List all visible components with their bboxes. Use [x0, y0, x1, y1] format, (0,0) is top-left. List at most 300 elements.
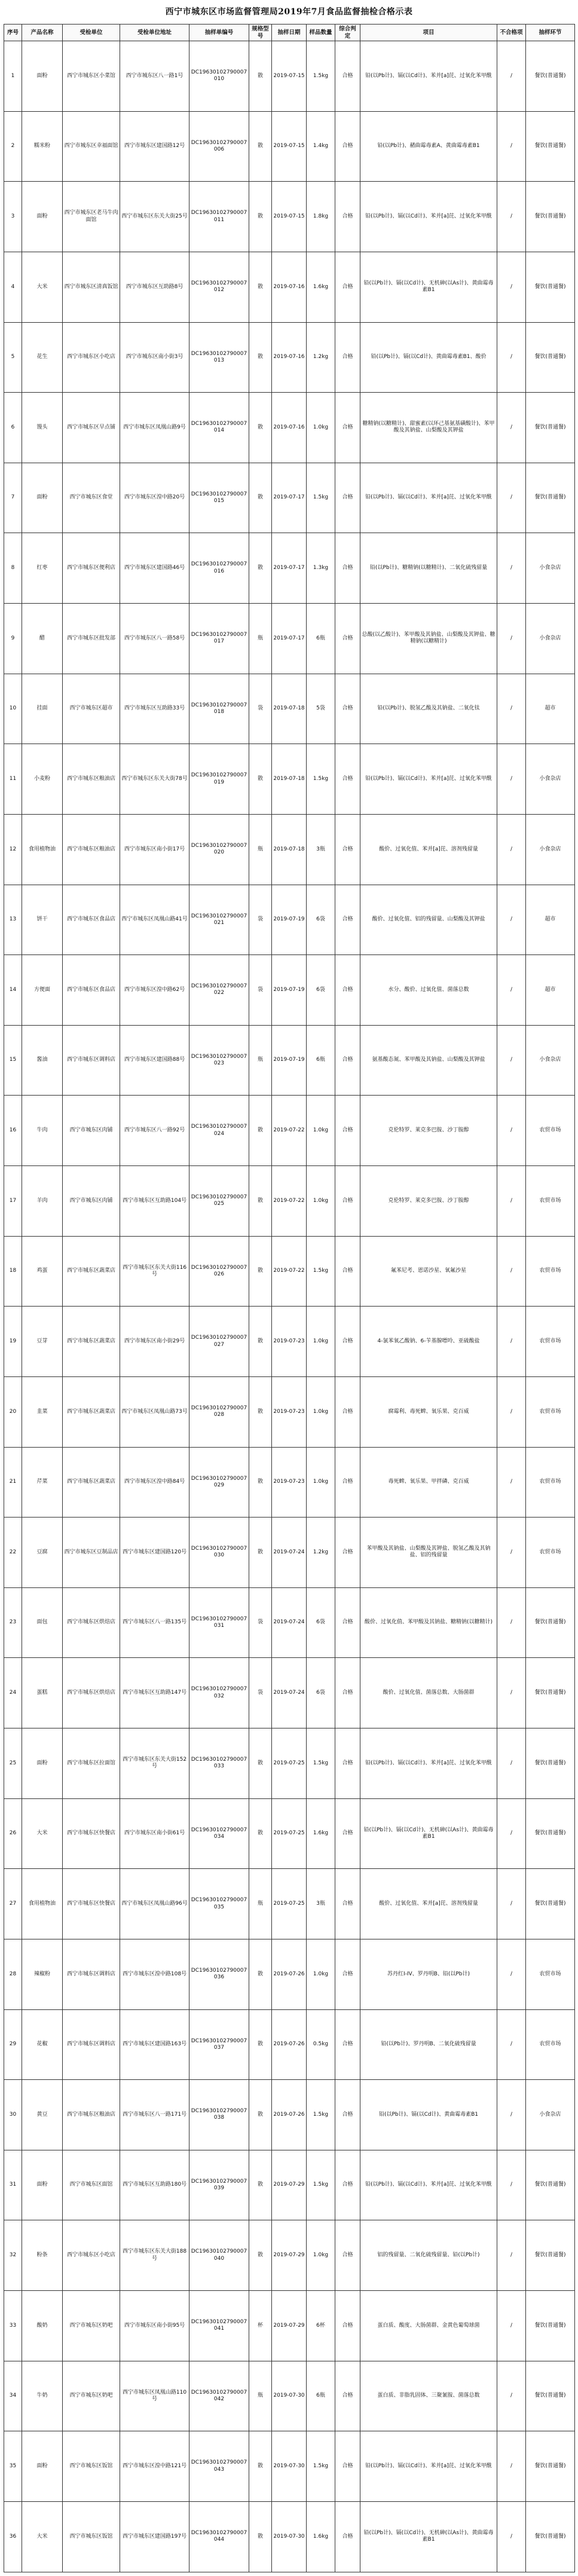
cell-date: 2019-07-24	[272, 1658, 307, 1728]
cell-items: 铅(以Pb计)、镉(以Cd计)、无机砷(以As计)、黄曲霉毒素B1	[360, 1798, 497, 1869]
cell-product: 挂面	[22, 674, 63, 744]
cell-address: 西宁市城东区八一路1号	[120, 41, 189, 112]
cell-address: 西宁市城东区八一路135号	[120, 1587, 189, 1658]
cell-items: 铅(以Pb计)、糖精钠(以糖精计)、二氧化硫残留量	[360, 533, 497, 604]
cell-spec: 散	[249, 393, 272, 463]
cell-address: 西宁市城东区八一路92号	[120, 1096, 189, 1166]
table-row	[4, 2220, 575, 2291]
cell-address: 西宁市城东区建国路46号	[120, 533, 189, 604]
cell-unit: 西宁市城东区清真饭馆	[63, 252, 120, 322]
cell-address: 西宁市城东区凤凰山路41号	[120, 885, 189, 955]
cell-qty: 1.0kg	[307, 1376, 335, 1447]
cell-address: 西宁市城东区湟中路108号	[120, 1939, 189, 2009]
cell-stage: 超市	[526, 885, 575, 955]
cell-qty: 1.0kg	[307, 1939, 335, 2009]
cell-address: 西宁市城东区南小街17号	[120, 814, 189, 885]
cell-spec: 散	[249, 111, 272, 182]
cell-nonconform: /	[497, 111, 526, 182]
cell-spec: 散	[249, 322, 272, 393]
cell-seq: 22	[4, 1518, 22, 1588]
cell-stage: 农贸市场	[526, 1376, 575, 1447]
cell-qty: 1.5kg	[307, 41, 335, 112]
cell-sample-no: DC19630102790007041	[189, 2291, 249, 2361]
cell-unit: 西宁市城东区粮油店	[63, 744, 120, 815]
cell-product: 黄豆	[22, 2080, 63, 2150]
cell-spec: 散	[249, 2431, 272, 2502]
cell-items: 铅(以Pb计)、罗丹明B、二氧化硫残留量	[360, 2009, 497, 2080]
cell-verdict: 合格	[335, 1166, 360, 1237]
cell-date: 2019-07-24	[272, 1518, 307, 1588]
table-row	[4, 2080, 575, 2150]
cell-address: 西宁市城东区建国路88号	[120, 1025, 189, 1096]
cell-spec: 杯	[249, 2291, 272, 2361]
table-row	[4, 2361, 575, 2431]
cell-seq: 8	[4, 533, 22, 604]
cell-stage: 农贸市场	[526, 1096, 575, 1166]
cell-nonconform: /	[497, 2361, 526, 2431]
cell-stage: 小食杂店	[526, 604, 575, 674]
cell-product: 大米	[22, 2501, 63, 2572]
col-header: 样品数量	[307, 25, 335, 41]
cell-product: 韭菜	[22, 1376, 63, 1447]
cell-qty: 3瓶	[307, 1869, 335, 1939]
cell-sample-no: DC19630102790007034	[189, 1798, 249, 1869]
cell-nonconform: /	[497, 1447, 526, 1518]
cell-items: 铅(以Pb计)、镉(以Cd计)、无机砷(以As计)、黄曲霉毒素B1	[360, 2501, 497, 2572]
table-row	[4, 744, 575, 815]
cell-items: 铅(以Pb计)、镉(以Cd计)、黄曲霉毒素B1	[360, 2080, 497, 2150]
cell-address: 西宁市城东区建国路197号	[120, 2501, 189, 2572]
cell-date: 2019-07-25	[272, 1798, 307, 1869]
cell-product: 面粉	[22, 2431, 63, 2502]
cell-seq: 31	[4, 2150, 22, 2220]
cell-spec: 瓶	[249, 1869, 272, 1939]
cell-nonconform: /	[497, 322, 526, 393]
cell-spec: 散	[249, 744, 272, 815]
cell-verdict: 合格	[335, 1376, 360, 1447]
cell-date: 2019-07-30	[272, 2501, 307, 2572]
cell-verdict: 合格	[335, 2431, 360, 2502]
cell-items: 铅(以Pb计)、镉(以Cd计)、苯并[a]芘、过氧化苯甲酰	[360, 41, 497, 112]
cell-unit: 西宁市城东区豆制品店	[63, 1518, 120, 1588]
cell-spec: 袋	[249, 955, 272, 1026]
table-row	[4, 322, 575, 393]
cell-product: 鸡蛋	[22, 1236, 63, 1307]
cell-verdict: 合格	[335, 1728, 360, 1799]
cell-product: 面包	[22, 1587, 63, 1658]
cell-nonconform: /	[497, 533, 526, 604]
cell-unit: 西宁市城东区奶吧	[63, 2361, 120, 2431]
cell-spec: 散	[249, 1376, 272, 1447]
cell-items: 蛋白质、非脂乳固体、三聚氰胺、菌落总数	[360, 2361, 497, 2431]
cell-seq: 34	[4, 2361, 22, 2431]
cell-product: 豆芽	[22, 1307, 63, 1377]
cell-address: 西宁市城东区凤凰山路9号	[120, 393, 189, 463]
document-title: 西宁市城东区市场监督管理局2019年7月食品监督抽检合格示表	[165, 7, 413, 17]
cell-nonconform: /	[497, 2431, 526, 2502]
cell-qty: 0.5kg	[307, 2009, 335, 2080]
cell-product: 面粉	[22, 1728, 63, 1799]
cell-sample-no: DC19630102790007022	[189, 955, 249, 1026]
cell-spec: 散	[249, 1728, 272, 1799]
cell-unit: 西宁市城东区快餐店	[63, 1798, 120, 1869]
cell-nonconform: /	[497, 744, 526, 815]
cell-address: 西宁市城东区东关大街188号	[120, 2220, 189, 2291]
cell-items: 铅(以Pb计)、镉(以Cd计)、苯并[a]芘、过氧化苯甲酰	[360, 744, 497, 815]
cell-spec: 散	[249, 2220, 272, 2291]
table-row	[4, 1025, 575, 1096]
cell-date: 2019-07-26	[272, 1939, 307, 2009]
cell-stage: 农贸市场	[526, 1447, 575, 1518]
cell-stage: 小食杂店	[526, 2080, 575, 2150]
cell-address: 西宁市城东区东关大街116号	[120, 1236, 189, 1307]
cell-verdict: 合格	[335, 2220, 360, 2291]
cell-nonconform: /	[497, 182, 526, 252]
cell-items: 铝的残留量、二氧化硫残留量、铅(以Pb计)	[360, 2220, 497, 2291]
cell-stage: 餐饮(普通餐)	[526, 41, 575, 112]
cell-product: 牛奶	[22, 2361, 63, 2431]
cell-date: 2019-07-30	[272, 2361, 307, 2431]
cell-product: 食用植物油	[22, 814, 63, 885]
cell-items: 酸价、过氧化值、菌落总数、大肠菌群	[360, 1658, 497, 1728]
cell-nonconform: /	[497, 1658, 526, 1728]
cell-sample-no: DC19630102790007039	[189, 2150, 249, 2220]
cell-date: 2019-07-17	[272, 463, 307, 533]
cell-unit: 西宁市城东区拉面馆	[63, 1728, 120, 1799]
cell-seq: 25	[4, 1728, 22, 1799]
cell-date: 2019-07-16	[272, 252, 307, 322]
cell-verdict: 合格	[335, 744, 360, 815]
cell-stage: 农贸市场	[526, 2009, 575, 2080]
cell-date: 2019-07-18	[272, 744, 307, 815]
col-header: 项目	[360, 25, 497, 41]
cell-spec: 散	[249, 1307, 272, 1377]
cell-stage: 餐饮(普通餐)	[526, 111, 575, 182]
cell-address: 西宁市城东区互助路33号	[120, 674, 189, 744]
cell-items: 糖精钠(以糖精计)、甜蜜素(以环己基氨基磺酸计)、苯甲酸及其钠盐、山梨酸及其钾盐	[360, 393, 497, 463]
cell-items: 总酸(以乙酸计)、苯甲酸及其钠盐、山梨酸及其钾盐、糖精钠(以糖精计)	[360, 604, 497, 674]
cell-verdict: 合格	[335, 111, 360, 182]
cell-stage: 超市	[526, 955, 575, 1026]
cell-address: 西宁市城东区南小街3号	[120, 322, 189, 393]
cell-date: 2019-07-16	[272, 393, 307, 463]
cell-spec: 散	[249, 2150, 272, 2220]
cell-stage: 餐饮(普通餐)	[526, 2220, 575, 2291]
cell-unit: 西宁市城东区蔬菜店	[63, 1376, 120, 1447]
table-row	[4, 814, 575, 885]
cell-spec: 散	[249, 1447, 272, 1518]
cell-verdict: 合格	[335, 1798, 360, 1869]
cell-address: 西宁市城东区互助路8号	[120, 252, 189, 322]
cell-date: 2019-07-23	[272, 1376, 307, 1447]
cell-date: 2019-07-22	[272, 1166, 307, 1237]
cell-sample-no: DC19630102790007025	[189, 1166, 249, 1237]
cell-items: 酸价、过氧化值、苯甲酸及其钠盐、糖精钠(以糖精计)	[360, 1587, 497, 1658]
cell-sample-no: DC19630102790007027	[189, 1307, 249, 1377]
cell-spec: 瓶	[249, 814, 272, 885]
cell-address: 西宁市城东区互助路104号	[120, 1166, 189, 1237]
cell-spec: 散	[249, 1939, 272, 2009]
cell-spec: 散	[249, 182, 272, 252]
cell-date: 2019-07-16	[272, 322, 307, 393]
cell-qty: 1.5kg	[307, 463, 335, 533]
cell-address: 西宁市城东区东关大街152号	[120, 1728, 189, 1799]
cell-sample-no: DC19630102790007031	[189, 1587, 249, 1658]
cell-sample-no: DC19630102790007020	[189, 814, 249, 885]
cell-seq: 4	[4, 252, 22, 322]
cell-seq: 26	[4, 1798, 22, 1869]
table-row	[4, 182, 575, 252]
cell-address: 西宁市城东区东关大街25号	[120, 182, 189, 252]
cell-seq: 10	[4, 674, 22, 744]
cell-seq: 18	[4, 1236, 22, 1307]
cell-verdict: 合格	[335, 604, 360, 674]
cell-product: 醋	[22, 604, 63, 674]
cell-nonconform: /	[497, 2291, 526, 2361]
cell-product: 面粉	[22, 463, 63, 533]
cell-verdict: 合格	[335, 1096, 360, 1166]
cell-nonconform: /	[497, 252, 526, 322]
cell-date: 2019-07-29	[272, 2150, 307, 2220]
cell-qty: 6杯	[307, 2291, 335, 2361]
cell-stage: 餐饮(普通餐)	[526, 322, 575, 393]
cell-sample-no: DC19630102790007030	[189, 1518, 249, 1588]
cell-stage: 农贸市场	[526, 1939, 575, 2009]
table-row	[4, 1587, 575, 1658]
cell-product: 酱油	[22, 1025, 63, 1096]
cell-unit: 西宁市城东区批发部	[63, 604, 120, 674]
cell-qty: 6袋	[307, 885, 335, 955]
cell-qty: 5袋	[307, 674, 335, 744]
cell-spec: 袋	[249, 885, 272, 955]
cell-product: 大米	[22, 252, 63, 322]
cell-seq: 11	[4, 744, 22, 815]
cell-address: 西宁市城东区建国路120号	[120, 1518, 189, 1588]
table-row	[4, 1728, 575, 1799]
cell-unit: 西宁市城东区烘焙店	[63, 1587, 120, 1658]
cell-spec: 散	[249, 1798, 272, 1869]
cell-items: 酸价、过氧化值、苯并[a]芘、溶剂残留量	[360, 814, 497, 885]
cell-qty: 1.6kg	[307, 1798, 335, 1869]
cell-product: 花椒	[22, 2009, 63, 2080]
cell-product: 饼干	[22, 885, 63, 955]
inspection-table	[4, 24, 575, 2572]
cell-nonconform: /	[497, 1728, 526, 1799]
cell-stage: 餐饮(普通餐)	[526, 393, 575, 463]
cell-date: 2019-07-17	[272, 604, 307, 674]
cell-spec: 瓶	[249, 2361, 272, 2431]
cell-sample-no: DC19630102790007024	[189, 1096, 249, 1166]
cell-address: 西宁市城东区凤凰山路96号	[120, 1869, 189, 1939]
table-row	[4, 2291, 575, 2361]
table-row	[4, 393, 575, 463]
cell-qty: 1.5kg	[307, 744, 335, 815]
cell-qty: 1.2kg	[307, 1518, 335, 1588]
cell-nonconform: /	[497, 1587, 526, 1658]
cell-spec: 散	[249, 2009, 272, 2080]
cell-unit: 西宁市城东区小吃店	[63, 2220, 120, 2291]
cell-unit: 西宁市城东区烘焙店	[63, 1658, 120, 1728]
header-row	[4, 25, 575, 41]
cell-verdict: 合格	[335, 2150, 360, 2220]
cell-stage: 农贸市场	[526, 1166, 575, 1237]
cell-qty: 1.3kg	[307, 533, 335, 604]
cell-seq: 36	[4, 2501, 22, 2572]
cell-address: 西宁市城东区建国路163号	[120, 2009, 189, 2080]
cell-verdict: 合格	[335, 1518, 360, 1588]
cell-date: 2019-07-25	[272, 1869, 307, 1939]
table-row	[4, 1518, 575, 1588]
cell-sample-no: DC19630102790007017	[189, 604, 249, 674]
cell-stage: 农贸市场	[526, 1307, 575, 1377]
cell-address: 西宁市城东区湟中路84号	[120, 1447, 189, 1518]
cell-seq: 24	[4, 1658, 22, 1728]
cell-verdict: 合格	[335, 322, 360, 393]
cell-stage: 餐饮(普通餐)	[526, 2501, 575, 2572]
cell-address: 西宁市城东区互助路147号	[120, 1658, 189, 1728]
cell-qty: 1.0kg	[307, 393, 335, 463]
cell-date: 2019-07-19	[272, 885, 307, 955]
cell-address: 西宁市城东区八一路171号	[120, 2080, 189, 2150]
col-header: 抽样日期	[272, 25, 307, 41]
table-row	[4, 252, 575, 322]
cell-spec: 散	[249, 2501, 272, 2572]
cell-verdict: 合格	[335, 2009, 360, 2080]
cell-product: 红枣	[22, 533, 63, 604]
cell-unit: 西宁市城东区面馆	[63, 2150, 120, 2220]
cell-address: 西宁市城东区南小街61号	[120, 1798, 189, 1869]
cell-stage: 农贸市场	[526, 1236, 575, 1307]
cell-product: 方便面	[22, 955, 63, 1026]
cell-unit: 西宁市城东区调料店	[63, 2009, 120, 2080]
col-header: 序号	[4, 25, 22, 41]
cell-sample-no: DC19630102790007014	[189, 393, 249, 463]
cell-items: 4-氯苯氧乙酸钠、6-苄基腺嘌呤、亚硫酸盐	[360, 1307, 497, 1377]
cell-stage: 超市	[526, 674, 575, 744]
cell-qty: 6袋	[307, 1658, 335, 1728]
table-row	[4, 1658, 575, 1728]
cell-spec: 袋	[249, 1587, 272, 1658]
cell-unit: 西宁市城东区蔬菜店	[63, 1307, 120, 1377]
cell-address: 西宁市城东区湟中路20号	[120, 463, 189, 533]
cell-product: 蛋糕	[22, 1658, 63, 1728]
cell-nonconform: /	[497, 885, 526, 955]
cell-seq: 27	[4, 1869, 22, 1939]
cell-spec: 散	[249, 252, 272, 322]
cell-sample-no: DC19630102790007036	[189, 1939, 249, 2009]
cell-qty: 1.5kg	[307, 2150, 335, 2220]
table-row	[4, 463, 575, 533]
table-row	[4, 1939, 575, 2009]
cell-nonconform: /	[497, 2080, 526, 2150]
cell-sample-no: DC19630102790007038	[189, 2080, 249, 2150]
table-row	[4, 1869, 575, 1939]
cell-qty: 1.2kg	[307, 322, 335, 393]
cell-unit: 西宁市城东区食堂	[63, 463, 120, 533]
cell-address: 西宁市城东区互助路180号	[120, 2150, 189, 2220]
cell-spec: 袋	[249, 1658, 272, 1728]
cell-spec: 散	[249, 1236, 272, 1307]
cell-verdict: 合格	[335, 1307, 360, 1377]
cell-sample-no: DC19630102790007032	[189, 1658, 249, 1728]
cell-spec: 散	[249, 41, 272, 112]
cell-items: 铅(以Pb计)、镉(以Cd计)、苯并[a]芘、过氧化苯甲酰	[360, 2431, 497, 2502]
cell-stage: 餐饮(普通餐)	[526, 252, 575, 322]
cell-sample-no: DC19630102790007043	[189, 2431, 249, 2502]
table-row	[4, 1798, 575, 1869]
cell-date: 2019-07-25	[272, 1728, 307, 1799]
cell-nonconform: /	[497, 2220, 526, 2291]
cell-items: 铅(以Pb计)、镉(以Cd计)、黄曲霉毒素B1、酸价	[360, 322, 497, 393]
cell-product: 食用植物油	[22, 1869, 63, 1939]
cell-items: 克伦特罗、莱克多巴胺、沙丁胺醇	[360, 1096, 497, 1166]
cell-unit: 西宁市城东区粮油店	[63, 814, 120, 885]
cell-product: 牛肉	[22, 1096, 63, 1166]
cell-qty: 1.5kg	[307, 1236, 335, 1307]
cell-verdict: 合格	[335, 1939, 360, 2009]
cell-items: 铅(以Pb计)、镉(以Cd计)、无机砷(以As计)、黄曲霉毒素B1	[360, 252, 497, 322]
col-header: 受检单位	[63, 25, 120, 41]
cell-stage: 小食杂店	[526, 533, 575, 604]
cell-items: 氟苯尼考、恩诺沙星、氧氟沙星	[360, 1236, 497, 1307]
cell-product: 面粉	[22, 41, 63, 112]
cell-nonconform: /	[497, 2150, 526, 2220]
cell-address: 西宁市城东区湟中路62号	[120, 955, 189, 1026]
cell-sample-no: DC19630102790007026	[189, 1236, 249, 1307]
cell-seq: 2	[4, 111, 22, 182]
cell-items: 铅(以Pb计)、镉(以Cd计)、苯并[a]芘、过氧化苯甲酰	[360, 2150, 497, 2220]
cell-nonconform: /	[497, 1798, 526, 1869]
cell-nonconform: /	[497, 1025, 526, 1096]
cell-stage: 餐饮(普通餐)	[526, 1587, 575, 1658]
cell-date: 2019-07-15	[272, 111, 307, 182]
cell-items: 铅(以Pb计)、镉(以Cd计)、苯并[a]芘、过氧化苯甲酰	[360, 182, 497, 252]
cell-items: 氨基酸态氮、苯甲酸及其钠盐、山梨酸及其钾盐	[360, 1025, 497, 1096]
cell-verdict: 合格	[335, 41, 360, 112]
cell-qty: 1.0kg	[307, 2220, 335, 2291]
cell-unit: 西宁市城东区便利店	[63, 533, 120, 604]
table-row	[4, 2501, 575, 2572]
cell-verdict: 合格	[335, 2291, 360, 2361]
cell-unit: 西宁市城东区食品店	[63, 955, 120, 1026]
cell-nonconform: /	[497, 1307, 526, 1377]
cell-stage: 餐饮(普通餐)	[526, 1728, 575, 1799]
cell-sample-no: DC19630102790007023	[189, 1025, 249, 1096]
cell-verdict: 合格	[335, 1025, 360, 1096]
table-row	[4, 533, 575, 604]
cell-seq: 35	[4, 2431, 22, 2502]
cell-items: 毒死蜱、氧乐果、甲拌磷、克百威	[360, 1447, 497, 1518]
table-row	[4, 2009, 575, 2080]
cell-unit: 西宁市城东区饭馆	[63, 2431, 120, 2502]
cell-seq: 21	[4, 1447, 22, 1518]
cell-sample-no: DC19630102790007028	[189, 1376, 249, 1447]
cell-qty: 1.4kg	[307, 111, 335, 182]
cell-sample-no: DC19630102790007019	[189, 744, 249, 815]
cell-verdict: 合格	[335, 1236, 360, 1307]
cell-product: 大米	[22, 1798, 63, 1869]
table-row	[4, 604, 575, 674]
cell-address: 西宁市城东区南小街95号	[120, 2291, 189, 2361]
col-header: 规格型号	[249, 25, 272, 41]
cell-items: 铅(以Pb计)、脱氢乙酸及其钠盐、二氧化钛	[360, 674, 497, 744]
cell-date: 2019-07-19	[272, 955, 307, 1026]
cell-seq: 1	[4, 41, 22, 112]
cell-unit: 西宁市城东区蔬菜店	[63, 1236, 120, 1307]
cell-items: 蛋白质、酸度、大肠菌群、金黄色葡萄球菌	[360, 2291, 497, 2361]
cell-product: 小麦粉	[22, 744, 63, 815]
cell-unit: 西宁市城东区幸福面馆	[63, 111, 120, 182]
